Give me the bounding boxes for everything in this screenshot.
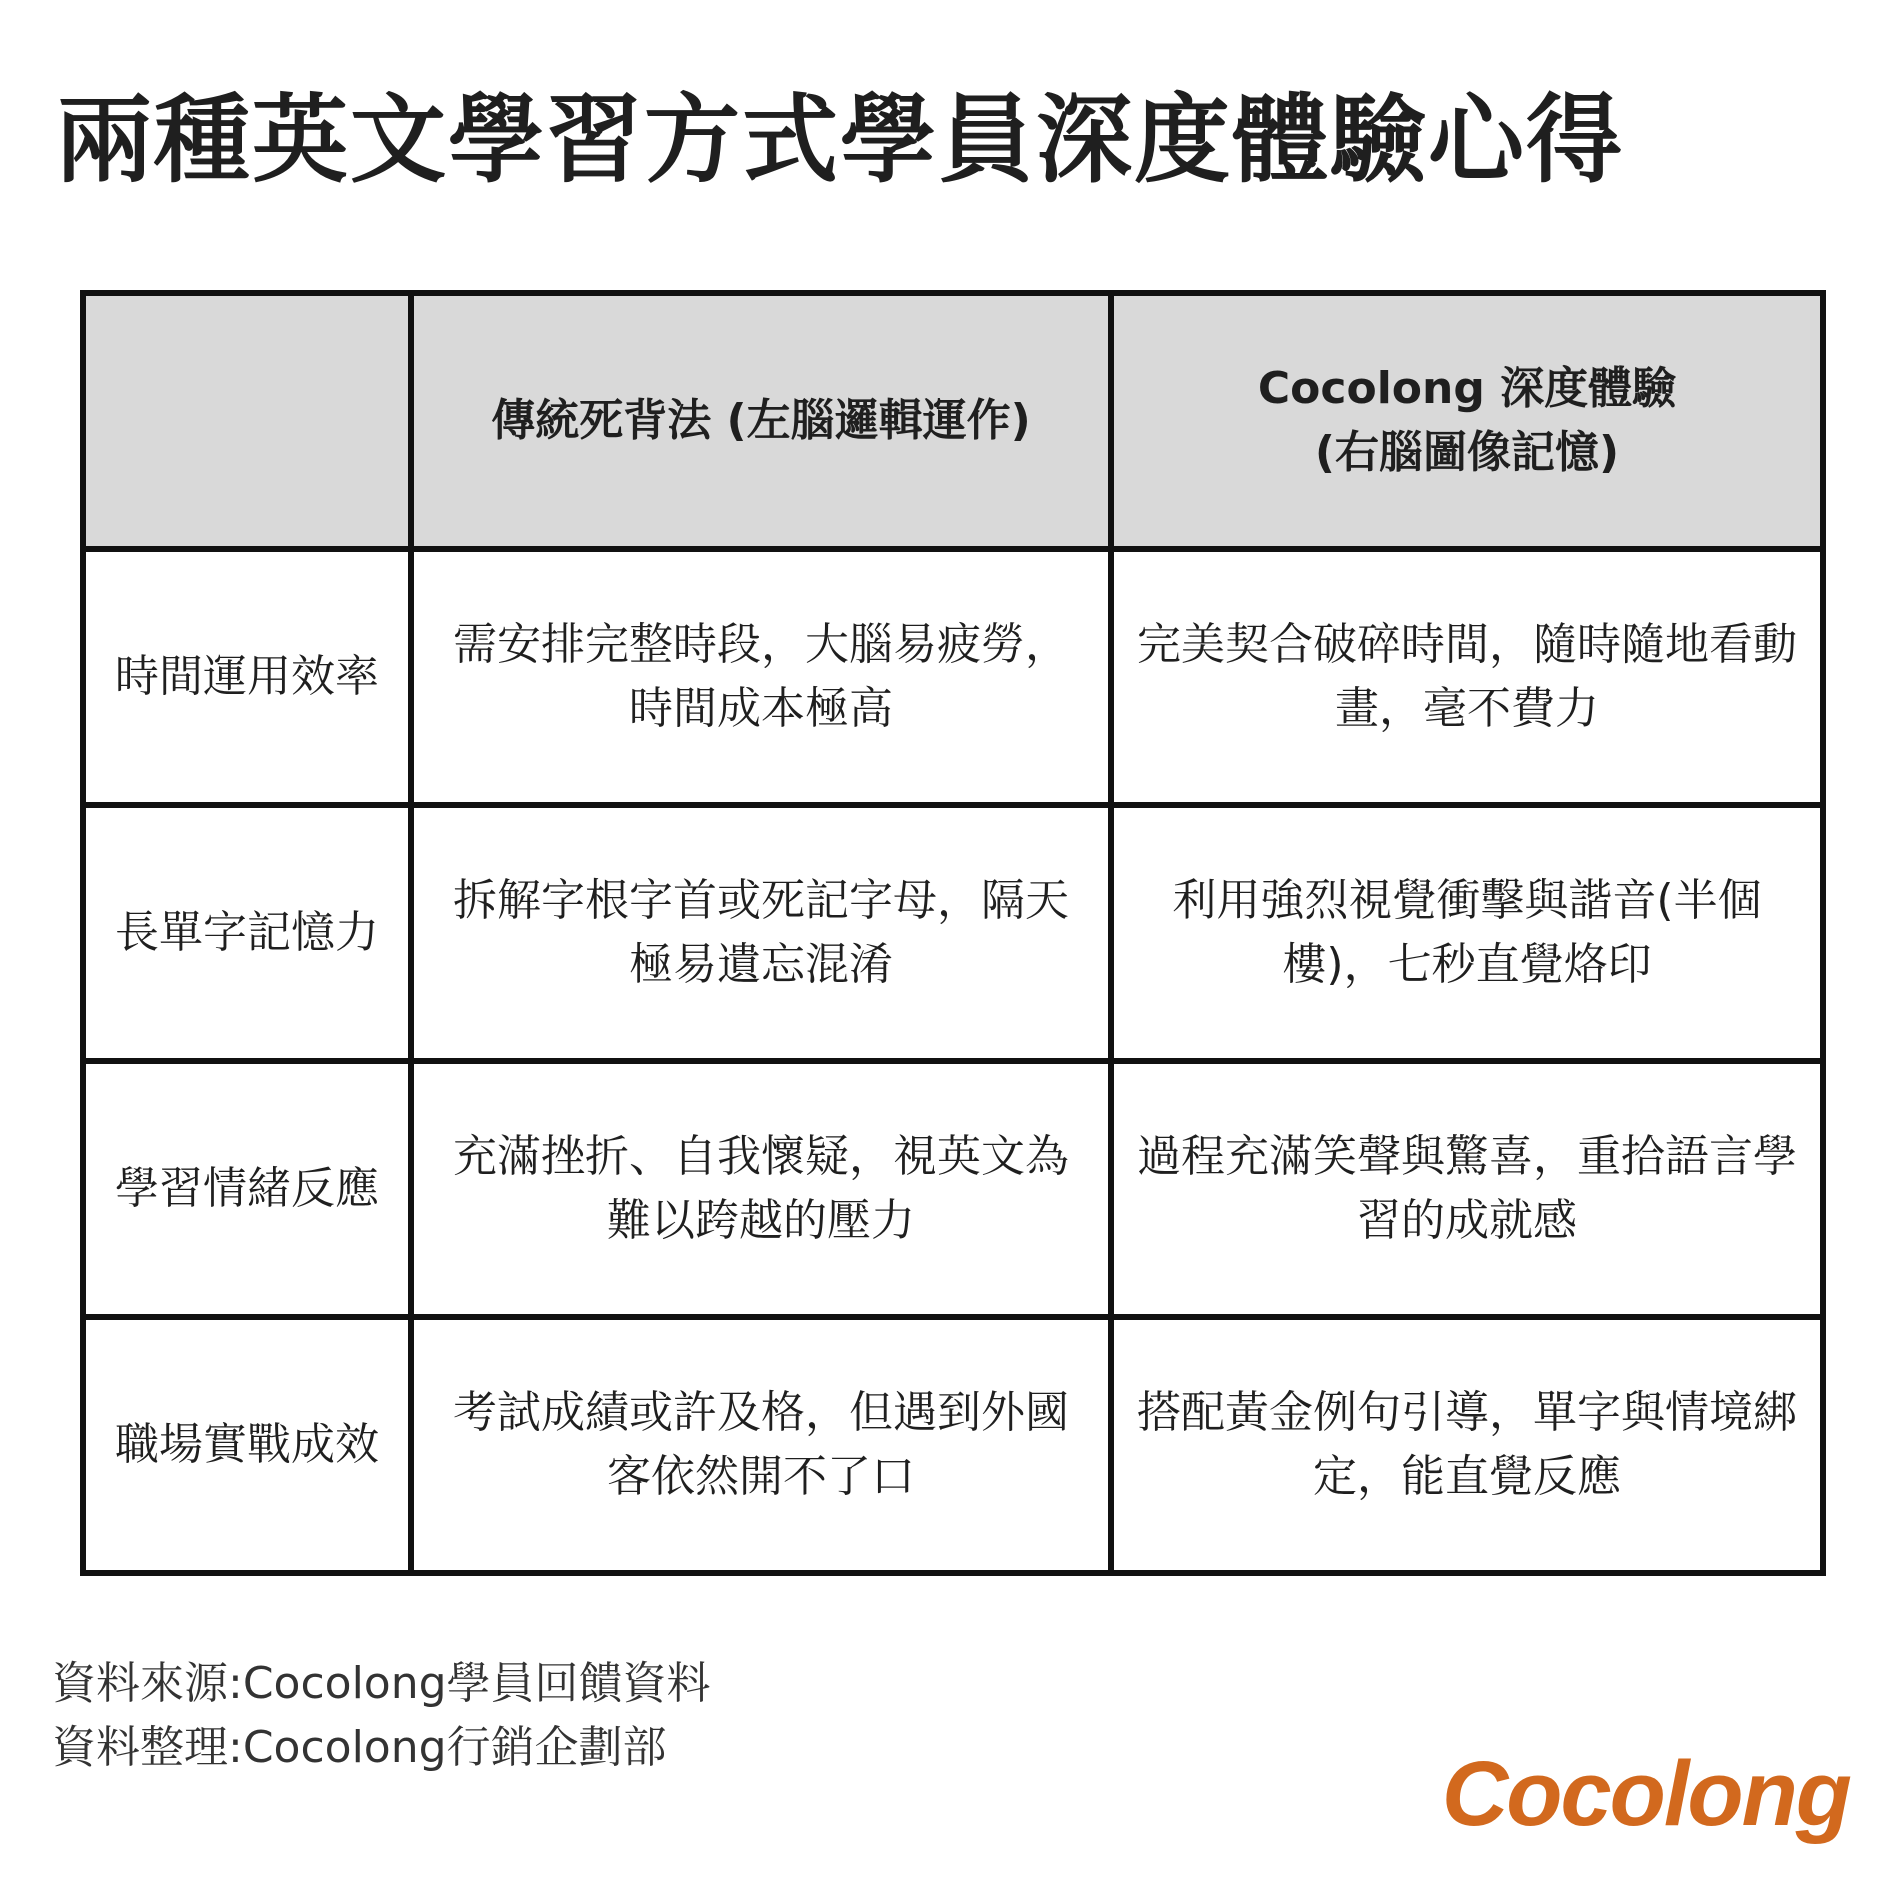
table-row bbox=[83, 805, 1823, 1061]
row-label: 學習情緒反應 bbox=[83, 1061, 411, 1317]
cell-traditional: 需安排完整時段，大腦易疲勞，時間成本極高 bbox=[411, 549, 1111, 805]
table-row bbox=[83, 1317, 1823, 1573]
cell-cocolong: 過程充滿笑聲與驚喜，重拾語言學習的成就感 bbox=[1111, 1061, 1823, 1317]
comparison-table bbox=[80, 290, 1826, 1576]
source-line: 資料來源:Cocolong學員回饋資料 bbox=[52, 1658, 711, 1709]
row-label: 長單字記憶力 bbox=[83, 805, 411, 1061]
source-note bbox=[52, 1652, 711, 1780]
page-title: 兩種英文學習方式學員深度體驗心得 bbox=[56, 84, 1624, 196]
cell-traditional: 考試成績或許及格，但遇到外國客依然開不了口 bbox=[411, 1317, 1111, 1573]
header-cell-traditional: 傳統死背法 (左腦邏輯運作) bbox=[411, 293, 1111, 549]
table-row bbox=[83, 1061, 1823, 1317]
cell-cocolong: 利用強烈視覺衝擊與諧音(半個樓)，七秒直覺烙印 bbox=[1111, 805, 1823, 1061]
cocolong-logo: Cocolong bbox=[1441, 1743, 1850, 1845]
header-cell-cocolong: Cocolong 深度體驗 (右腦圖像記憶) bbox=[1111, 293, 1823, 549]
compiled-line: 資料整理:Cocolong行銷企劃部 bbox=[52, 1722, 667, 1773]
table-row bbox=[83, 549, 1823, 805]
row-label: 時間運用效率 bbox=[83, 549, 411, 805]
table-header-row bbox=[83, 293, 1823, 549]
header-cell-empty bbox=[83, 293, 411, 549]
cell-traditional: 拆解字根字首或死記字母，隔天極易遺忘混淆 bbox=[411, 805, 1111, 1061]
cell-traditional: 充滿挫折、自我懷疑，視英文為難以跨越的壓力 bbox=[411, 1061, 1111, 1317]
cell-cocolong: 完美契合破碎時間，隨時隨地看動畫，毫不費力 bbox=[1111, 549, 1823, 805]
cell-cocolong: 搭配黃金例句引導，單字與情境綁定，能直覺反應 bbox=[1111, 1317, 1823, 1573]
row-label: 職場實戰成效 bbox=[83, 1317, 411, 1573]
